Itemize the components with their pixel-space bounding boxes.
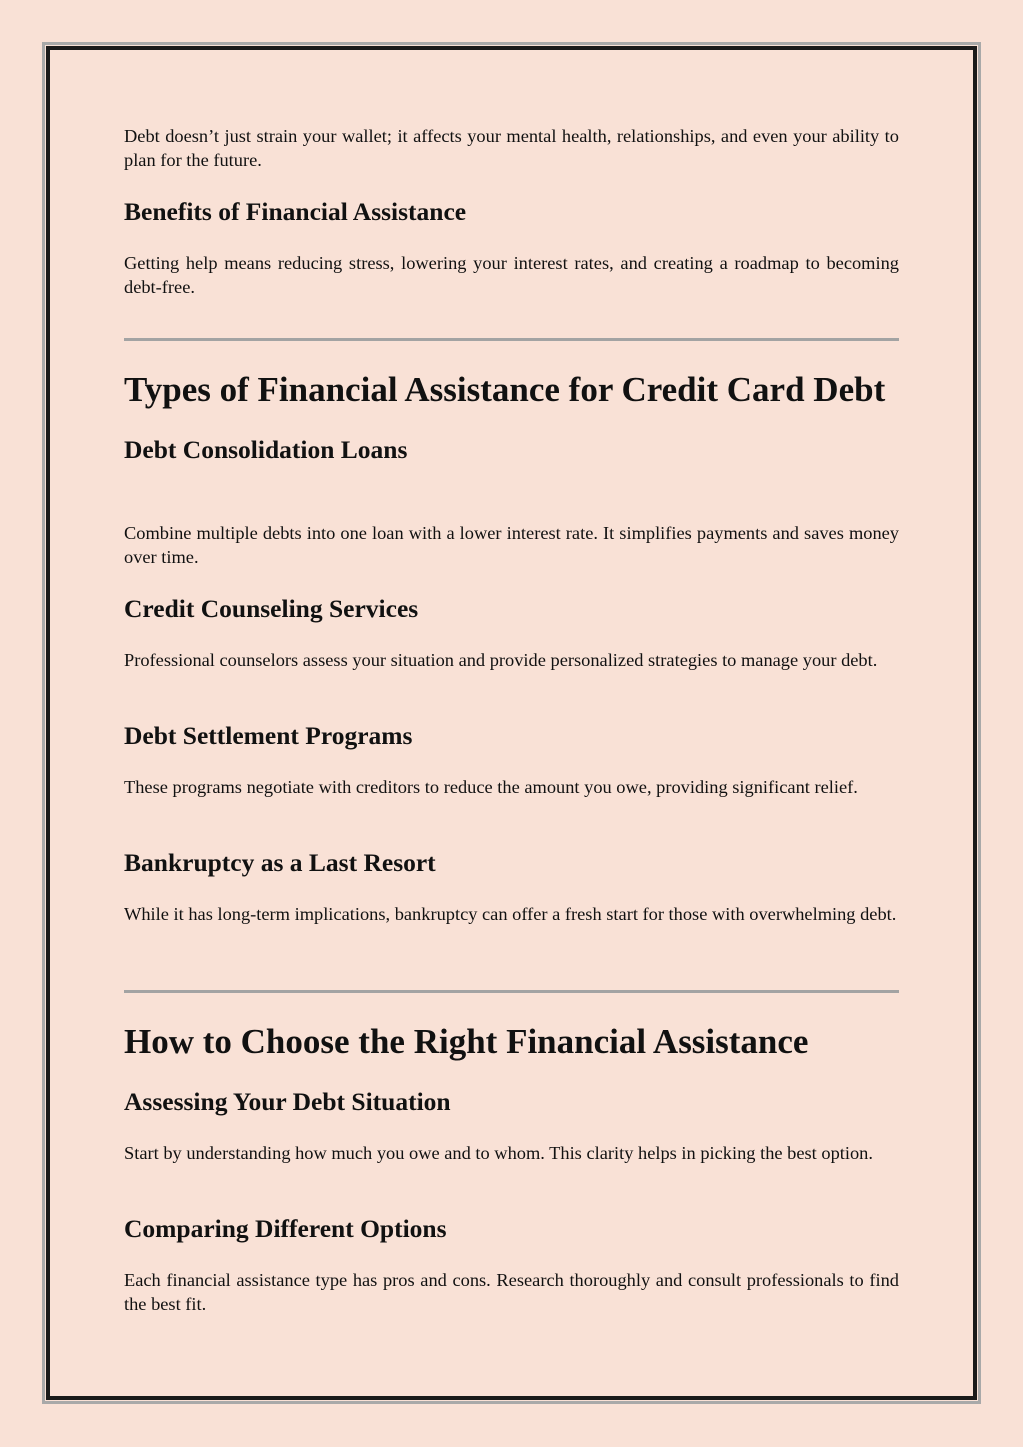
credit-counseling-paragraph: Professional counselors assess your situation and provide personalized strategies to manage your debt.: [124, 650, 878, 670]
debt-consolidation-paragraph: Combine multiple debts into one loan with a lower interest rate. It simplifies payments and saves money over time.: [124, 523, 899, 567]
debt-settlement-heading: Debt Settlement Programs: [124, 721, 413, 750]
debt-settlement-paragraph: These programs negotiate with creditors to reduce the amount you owe, providing significant relief.: [124, 777, 858, 797]
intro-paragraph: Debt doesn’t just strain your wallet; it affects your mental health, relationships, and even your ability to plan for the future.: [124, 126, 899, 170]
assessing-debt-heading: Assessing Your Debt Situation: [124, 1087, 451, 1116]
choose-section-title: How to Choose the Right Financial Assistance: [124, 1022, 809, 1061]
benefits-paragraph: Getting help means reducing stress, lowering your interest rates, and creating a roadmap to becoming debt-free.: [124, 253, 899, 297]
bankruptcy-paragraph: While it has long-term implications, bankruptcy can offer a fresh start for those with overwhelming debt.: [124, 904, 897, 924]
benefits-heading: Benefits of Financial Assistance: [124, 197, 467, 226]
bankruptcy-heading: Bankruptcy as a Last Resort: [124, 848, 436, 877]
types-section-title: Types of Financial Assistance for Credit Card Debt: [124, 370, 886, 409]
section-divider: [124, 338, 899, 341]
credit-counseling-heading: Credit Counseling Services: [124, 594, 419, 623]
comparing-options-heading: Comparing Different Options: [124, 1214, 447, 1243]
comparing-options-paragraph: Each financial assistance type has pros and cons. Research thoroughly and consult professionals to find the best fit.: [124, 1270, 899, 1314]
debt-consolidation-heading: Debt Consolidation Loans: [124, 435, 408, 464]
section-divider: [124, 990, 899, 993]
assessing-debt-paragraph: Start by understanding how much you owe and to whom. This clarity helps in picking the best option.: [124, 1143, 873, 1163]
